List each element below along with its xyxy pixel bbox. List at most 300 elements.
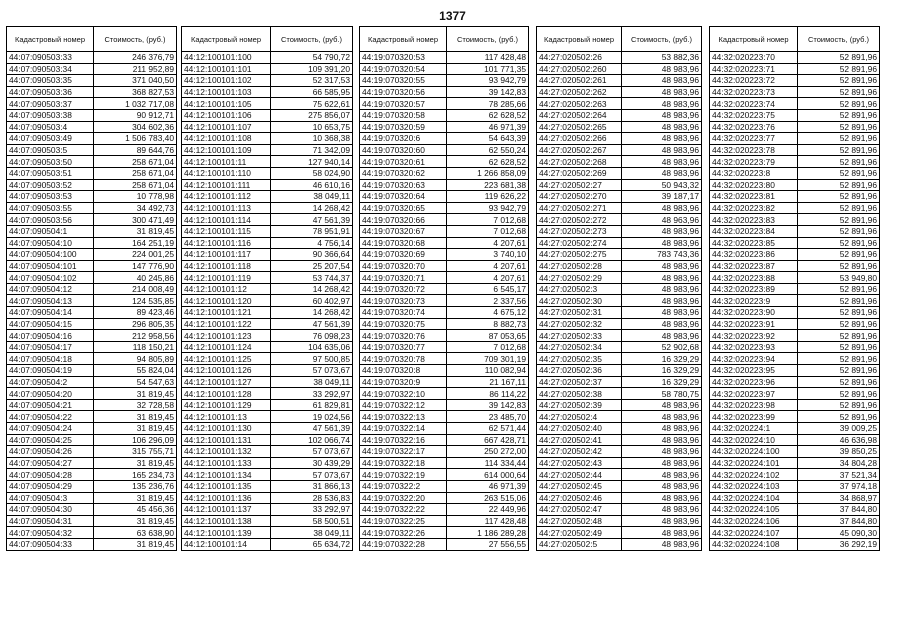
header-cost: Стоимость, (руб.) — [622, 27, 702, 52]
cost-cell: 275 856,07 — [271, 109, 353, 121]
cadastral-number-cell: 44:27:020502:272 — [537, 214, 622, 226]
table-row — [360, 109, 529, 121]
cadastral-number-cell: 44:12:100101:131 — [182, 434, 271, 446]
cadastral-number-cell: 44:07:090503:52 — [7, 179, 94, 191]
cadastral-number-cell: 44:19:070320:56 — [360, 86, 447, 98]
cadastral-number-cell: 44:27:020502:46 — [537, 492, 622, 504]
cadastral-number-cell: 44:19:070322:22 — [360, 504, 447, 516]
cadastral-number-cell: 44:19:070322:14 — [360, 423, 447, 435]
cost-cell: 46 971,39 — [447, 480, 529, 492]
table-row — [710, 167, 880, 179]
table-row — [710, 330, 880, 342]
table-row — [537, 249, 702, 261]
table-row — [710, 249, 880, 261]
table-row — [537, 318, 702, 330]
cadastral-number-cell: 44:12:100101:135 — [182, 480, 271, 492]
cadastral-number-cell: 44:19:070322:26 — [360, 527, 447, 539]
cadastral-number-cell: 44:27:020502:45 — [537, 480, 622, 492]
cost-cell: 52 891,96 — [798, 121, 880, 133]
cadastral-number-cell: 44:27:020502:3 — [537, 283, 622, 295]
table-row — [7, 249, 177, 261]
table-row — [710, 272, 880, 284]
cadastral-number-cell: 44:12:100101:12 — [182, 283, 271, 295]
cost-cell: 783 743,36 — [622, 249, 702, 261]
cost-cell: 48 983,96 — [622, 446, 702, 458]
cadastral-number-cell: 44:07:090503:34 — [7, 63, 94, 75]
cadastral-number-cell: 44:19:070320:8 — [360, 365, 447, 377]
table-row — [360, 283, 529, 295]
cadastral-number-cell: 44:07:090503:55 — [7, 202, 94, 214]
cost-cell: 53 882,36 — [622, 52, 702, 64]
table-row — [360, 330, 529, 342]
table-row — [182, 330, 353, 342]
cadastral-number-cell: 44:27:020502:267 — [537, 144, 622, 156]
table-row — [360, 446, 529, 458]
cadastral-number-cell: 44:12:100101:124 — [182, 341, 271, 353]
cadastral-number-cell: 44:07:090504:27 — [7, 457, 94, 469]
cost-cell: 37 844,80 — [798, 515, 880, 527]
table-row — [360, 237, 529, 249]
cadastral-number-cell: 44:07:090504:20 — [7, 388, 94, 400]
cost-cell: 4 207,61 — [447, 237, 529, 249]
cadastral-number-cell: 44:32:020223:91 — [710, 318, 798, 330]
table-row — [7, 191, 177, 203]
cadastral-number-cell: 44:07:090503:37 — [7, 98, 94, 110]
cost-cell: 304 602,36 — [94, 121, 177, 133]
table-row — [360, 260, 529, 272]
cost-cell: 52 891,96 — [798, 341, 880, 353]
cost-cell: 7 012,68 — [447, 341, 529, 353]
table-row — [7, 98, 177, 110]
cost-cell: 104 635,06 — [271, 341, 353, 353]
table-row — [360, 341, 529, 353]
table-row — [7, 283, 177, 295]
cost-cell: 4 756,14 — [271, 237, 353, 249]
table-row — [537, 225, 702, 237]
table-row — [537, 167, 702, 179]
table-row — [710, 376, 880, 388]
cost-cell: 40 245,86 — [94, 272, 177, 284]
cadastral-number-cell: 44:19:070322:12 — [360, 399, 447, 411]
table-row — [710, 144, 880, 156]
cadastral-number-cell: 44:27:020502:36 — [537, 365, 622, 377]
table-row — [182, 179, 353, 191]
cost-cell: 62 550,24 — [447, 144, 529, 156]
cadastral-number-cell: 44:12:100101:136 — [182, 492, 271, 504]
table-row — [182, 121, 353, 133]
cadastral-number-cell: 44:19:070320:60 — [360, 144, 447, 156]
cost-cell: 48 983,96 — [622, 109, 702, 121]
cadastral-number-cell: 44:07:090504:16 — [7, 330, 94, 342]
cost-cell: 258 671,04 — [94, 167, 177, 179]
cadastral-number-cell: 44:07:090503:36 — [7, 86, 94, 98]
cadastral-number-cell: 44:19:070320:69 — [360, 249, 447, 261]
cost-cell: 97 500,85 — [271, 353, 353, 365]
table-row — [710, 295, 880, 307]
cost-cell: 48 983,96 — [622, 515, 702, 527]
table-row — [360, 156, 529, 168]
table-row — [710, 260, 880, 272]
cost-cell: 22 449,96 — [447, 504, 529, 516]
cost-cell: 48 983,96 — [622, 423, 702, 435]
table-row — [360, 492, 529, 504]
table-row — [182, 63, 353, 75]
table-row — [7, 388, 177, 400]
table-row — [537, 52, 702, 64]
table-row — [182, 295, 353, 307]
cost-cell: 62 628,52 — [447, 156, 529, 168]
table-row — [537, 295, 702, 307]
cost-cell: 224 001,25 — [94, 249, 177, 261]
table-row — [7, 214, 177, 226]
cadastral-number-cell: 44:19:070322:16 — [360, 434, 447, 446]
cost-cell: 52 891,96 — [798, 214, 880, 226]
cadastral-number-cell: 44:27:020502:271 — [537, 202, 622, 214]
cadastral-number-cell: 44:12:100101:108 — [182, 133, 271, 145]
cadastral-number-cell: 44:27:020502:269 — [537, 167, 622, 179]
cost-cell: 31 819,45 — [94, 411, 177, 423]
cadastral-number-cell: 44:12:100101:125 — [182, 353, 271, 365]
header-cost: Стоимость, (руб.) — [271, 27, 353, 52]
cadastral-number-cell: 44:19:070322:25 — [360, 515, 447, 527]
cost-cell: 36 292,19 — [798, 538, 880, 550]
cadastral-number-cell: 44:12:100101:112 — [182, 191, 271, 203]
cost-cell: 71 342,09 — [271, 144, 353, 156]
table-row — [360, 121, 529, 133]
cost-cell: 48 983,96 — [622, 202, 702, 214]
cadastral-number-cell: 44:19:070322:20 — [360, 492, 447, 504]
table-row — [537, 376, 702, 388]
table-row — [7, 133, 177, 145]
cadastral-number-cell: 44:27:020502:28 — [537, 260, 622, 272]
table-row — [7, 63, 177, 75]
table-row — [537, 63, 702, 75]
table-row — [710, 492, 880, 504]
cadastral-number-cell: 44:27:020502:41 — [537, 434, 622, 446]
table-row — [710, 202, 880, 214]
cost-cell: 48 983,96 — [622, 457, 702, 469]
cost-cell: 55 824,04 — [94, 365, 177, 377]
table-row — [7, 167, 177, 179]
table-row — [537, 446, 702, 458]
cost-cell: 37 974,18 — [798, 480, 880, 492]
table-row — [360, 399, 529, 411]
table-row — [710, 133, 880, 145]
header-cost: Стоимость, (руб.) — [94, 27, 177, 52]
table-row — [537, 144, 702, 156]
table-row — [360, 272, 529, 284]
cost-cell: 39 142,83 — [447, 399, 529, 411]
cost-cell: 58 500,51 — [271, 515, 353, 527]
table-row — [537, 341, 702, 353]
cadastral-number-cell: 44:12:100101:106 — [182, 109, 271, 121]
cost-cell: 31 819,45 — [94, 538, 177, 550]
cost-cell: 117 428,48 — [447, 52, 529, 64]
cadastral-number-cell: 44:07:090504:102 — [7, 272, 94, 284]
table-row — [7, 330, 177, 342]
cadastral-number-cell: 44:12:100101:130 — [182, 423, 271, 435]
table-row — [710, 225, 880, 237]
cadastral-number-cell: 44:12:100101:132 — [182, 446, 271, 458]
cadastral-number-cell: 44:12:100101:120 — [182, 295, 271, 307]
table-row — [537, 434, 702, 446]
table-row — [710, 283, 880, 295]
table-row — [182, 109, 353, 121]
cost-cell: 52 891,96 — [798, 167, 880, 179]
table-row — [360, 365, 529, 377]
cadastral-number-cell: 44:27:020502:48 — [537, 515, 622, 527]
cadastral-number-cell: 44:32:020223:78 — [710, 144, 798, 156]
cadastral-number-cell: 44:07:090504:100 — [7, 249, 94, 261]
cadastral-number-cell: 44:07:090503:38 — [7, 109, 94, 121]
table-row — [7, 179, 177, 191]
table-row — [360, 75, 529, 87]
cadastral-number-cell: 44:12:100101:119 — [182, 272, 271, 284]
table-row — [710, 446, 880, 458]
cost-cell: 31 819,45 — [94, 457, 177, 469]
cadastral-number-cell: 44:19:070320:59 — [360, 121, 447, 133]
table-row — [7, 446, 177, 458]
cadastral-number-cell: 44:27:020502:27 — [537, 179, 622, 191]
cost-cell: 48 983,96 — [622, 156, 702, 168]
cost-cell: 16 329,29 — [622, 365, 702, 377]
table-row — [537, 214, 702, 226]
table-row — [537, 283, 702, 295]
cost-cell: 62 571,44 — [447, 423, 529, 435]
cadastral-number-cell: 44:19:070320:72 — [360, 283, 447, 295]
cost-cell: 124 535,85 — [94, 295, 177, 307]
table-row — [710, 237, 880, 249]
cost-cell: 10 778,98 — [94, 191, 177, 203]
table-row — [7, 515, 177, 527]
cost-cell: 38 049,11 — [271, 191, 353, 203]
table-row — [710, 411, 880, 423]
cost-cell: 48 983,96 — [622, 434, 702, 446]
cost-cell: 32 728,58 — [94, 399, 177, 411]
table-row — [182, 214, 353, 226]
table-row — [360, 86, 529, 98]
table-row — [360, 457, 529, 469]
cost-cell: 1 032 717,08 — [94, 98, 177, 110]
cadastral-table-4 — [536, 26, 702, 551]
cadastral-number-cell: 44:19:070320:62 — [360, 167, 447, 179]
cadastral-number-cell: 44:07:090504:21 — [7, 399, 94, 411]
table-row — [7, 341, 177, 353]
cost-cell: 296 805,35 — [94, 318, 177, 330]
cadastral-number-cell: 44:32:020224:108 — [710, 538, 798, 550]
table-row — [182, 272, 353, 284]
cost-cell: 30 439,29 — [271, 457, 353, 469]
cost-cell: 89 644,76 — [94, 144, 177, 156]
cost-cell: 47 561,39 — [271, 423, 353, 435]
cost-cell: 52 891,96 — [798, 365, 880, 377]
cost-cell: 23 485,70 — [447, 411, 529, 423]
cost-cell: 52 891,96 — [798, 86, 880, 98]
cadastral-number-cell: 44:32:020223:85 — [710, 237, 798, 249]
cost-cell: 48 983,96 — [622, 411, 702, 423]
cost-cell: 52 891,96 — [798, 411, 880, 423]
table-row — [537, 109, 702, 121]
cadastral-number-cell: 44:07:090504:30 — [7, 504, 94, 516]
cost-cell: 48 983,96 — [622, 121, 702, 133]
table-row — [182, 388, 353, 400]
cost-cell: 119 626,22 — [447, 191, 529, 203]
cost-cell: 93 942,79 — [447, 202, 529, 214]
cadastral-number-cell: 44:12:100101:126 — [182, 365, 271, 377]
cadastral-number-cell: 44:27:020502:270 — [537, 191, 622, 203]
cadastral-number-cell: 44:07:090503:5 — [7, 144, 94, 156]
cadastral-number-cell: 44:27:020502:263 — [537, 98, 622, 110]
cadastral-number-cell: 44:19:070320:55 — [360, 75, 447, 87]
table-row — [182, 376, 353, 388]
cost-cell: 102 066,74 — [271, 434, 353, 446]
cost-cell: 1 186 289,28 — [447, 527, 529, 539]
cost-cell: 4 675,12 — [447, 307, 529, 319]
cadastral-number-cell: 44:27:020502:264 — [537, 109, 622, 121]
cost-cell: 31 819,45 — [94, 388, 177, 400]
cost-cell: 4 207,61 — [447, 272, 529, 284]
cadastral-number-cell: 44:07:090504:19 — [7, 365, 94, 377]
table-row — [537, 388, 702, 400]
table-row — [182, 423, 353, 435]
cadastral-number-cell: 44:12:100101:110 — [182, 167, 271, 179]
cost-cell: 37 844,80 — [798, 504, 880, 516]
cost-cell: 39 009,25 — [798, 423, 880, 435]
cost-cell: 90 912,71 — [94, 109, 177, 121]
table-row — [710, 307, 880, 319]
cadastral-number-cell: 44:27:020502:30 — [537, 295, 622, 307]
cadastral-number-cell: 44:07:090504:25 — [7, 434, 94, 446]
cadastral-number-cell: 44:32:020223:86 — [710, 249, 798, 261]
cadastral-number-cell: 44:27:020502:38 — [537, 388, 622, 400]
cost-cell: 52 891,96 — [798, 109, 880, 121]
table-row — [182, 156, 353, 168]
cadastral-number-cell: 44:32:020224:106 — [710, 515, 798, 527]
cadastral-number-cell: 44:32:020224:101 — [710, 457, 798, 469]
table-row — [710, 179, 880, 191]
cadastral-number-cell: 44:12:100101:115 — [182, 225, 271, 237]
table-row — [537, 538, 702, 550]
cost-cell: 164 251,19 — [94, 237, 177, 249]
cadastral-number-cell: 44:07:090504:31 — [7, 515, 94, 527]
cadastral-number-cell: 44:12:100101:117 — [182, 249, 271, 261]
page-number: 1377 — [439, 9, 466, 23]
cadastral-number-cell: 44:07:090503:35 — [7, 75, 94, 87]
table-row — [7, 457, 177, 469]
cadastral-number-cell: 44:27:020502:40 — [537, 423, 622, 435]
cadastral-number-cell: 44:32:020223:72 — [710, 75, 798, 87]
cadastral-number-cell: 44:07:090503:51 — [7, 167, 94, 179]
cost-cell: 48 983,96 — [622, 295, 702, 307]
table-row — [182, 52, 353, 64]
table-row — [360, 214, 529, 226]
cadastral-number-cell: 44:19:070322:2 — [360, 480, 447, 492]
cost-cell: 60 402,97 — [271, 295, 353, 307]
table-row — [710, 75, 880, 87]
cost-cell: 52 891,96 — [798, 330, 880, 342]
table-row — [360, 480, 529, 492]
cadastral-number-cell: 44:27:020502:31 — [537, 307, 622, 319]
table-row — [537, 237, 702, 249]
cost-cell: 48 983,96 — [622, 492, 702, 504]
table-row — [710, 527, 880, 539]
cadastral-number-cell: 44:32:020224:100 — [710, 446, 798, 458]
cadastral-number-cell: 44:07:090504:32 — [7, 527, 94, 539]
table-row — [7, 527, 177, 539]
cadastral-number-cell: 44:19:070320:71 — [360, 272, 447, 284]
cadastral-number-cell: 44:07:090504:12 — [7, 283, 94, 295]
cadastral-number-cell: 44:32:020223:73 — [710, 86, 798, 98]
table-row — [537, 504, 702, 516]
cadastral-number-cell: 44:32:020223:94 — [710, 353, 798, 365]
cadastral-number-cell: 44:12:100101:122 — [182, 318, 271, 330]
cadastral-number-cell: 44:32:020223:81 — [710, 191, 798, 203]
cost-cell: 78 285,66 — [447, 98, 529, 110]
cadastral-number-cell: 44:32:020223:79 — [710, 156, 798, 168]
cadastral-number-cell: 44:19:070320:74 — [360, 307, 447, 319]
cadastral-number-cell: 44:12:100101:118 — [182, 260, 271, 272]
table-row — [710, 341, 880, 353]
cadastral-number-cell: 44:07:090503:49 — [7, 133, 94, 145]
cadastral-table-2 — [181, 26, 353, 551]
cost-cell: 147 776,90 — [94, 260, 177, 272]
cost-cell: 28 536,83 — [271, 492, 353, 504]
table-header-row — [360, 27, 529, 52]
cost-cell: 31 819,45 — [94, 225, 177, 237]
cadastral-number-cell: 44:32:020224:1 — [710, 423, 798, 435]
cost-cell: 61 829,81 — [271, 399, 353, 411]
header-cost: Стоимость, (руб.) — [447, 27, 529, 52]
table-row — [360, 504, 529, 516]
table-row — [360, 167, 529, 179]
table-row — [360, 318, 529, 330]
cost-cell: 33 292,97 — [271, 504, 353, 516]
cost-cell: 14 268,42 — [271, 202, 353, 214]
cadastral-number-cell: 44:27:020502:44 — [537, 469, 622, 481]
table-row — [360, 98, 529, 110]
cadastral-number-cell: 44:12:100101:107 — [182, 121, 271, 133]
cost-cell: 48 983,96 — [622, 399, 702, 411]
cadastral-number-cell: 44:07:090504:18 — [7, 353, 94, 365]
cost-cell: 52 891,96 — [798, 307, 880, 319]
cost-cell: 135 236,76 — [94, 480, 177, 492]
cadastral-number-cell: 44:19:070320:68 — [360, 237, 447, 249]
cost-cell: 93 942,79 — [447, 75, 529, 87]
cost-cell: 667 428,71 — [447, 434, 529, 446]
cadastral-number-cell: 44:07:090504:24 — [7, 423, 94, 435]
cadastral-number-cell: 44:32:020224:105 — [710, 504, 798, 516]
table-row — [360, 191, 529, 203]
table-row — [537, 365, 702, 377]
cadastral-number-cell: 44:12:100101:123 — [182, 330, 271, 342]
cadastral-number-cell: 44:12:100101:139 — [182, 527, 271, 539]
table-row — [537, 133, 702, 145]
cost-cell: 48 983,96 — [622, 330, 702, 342]
table-row — [182, 341, 353, 353]
cost-cell: 75 622,61 — [271, 98, 353, 110]
table-row — [7, 75, 177, 87]
cadastral-number-cell: 44:27:020502:26 — [537, 52, 622, 64]
cost-cell: 52 891,96 — [798, 353, 880, 365]
cadastral-number-cell: 44:19:070320:78 — [360, 353, 447, 365]
cost-cell: 48 983,96 — [622, 260, 702, 272]
cost-cell: 614 000,64 — [447, 469, 529, 481]
cadastral-number-cell: 44:19:070320:64 — [360, 191, 447, 203]
table-row — [182, 133, 353, 145]
cost-cell: 48 983,96 — [622, 98, 702, 110]
cost-cell: 16 329,29 — [622, 376, 702, 388]
table-header-row — [7, 27, 177, 52]
